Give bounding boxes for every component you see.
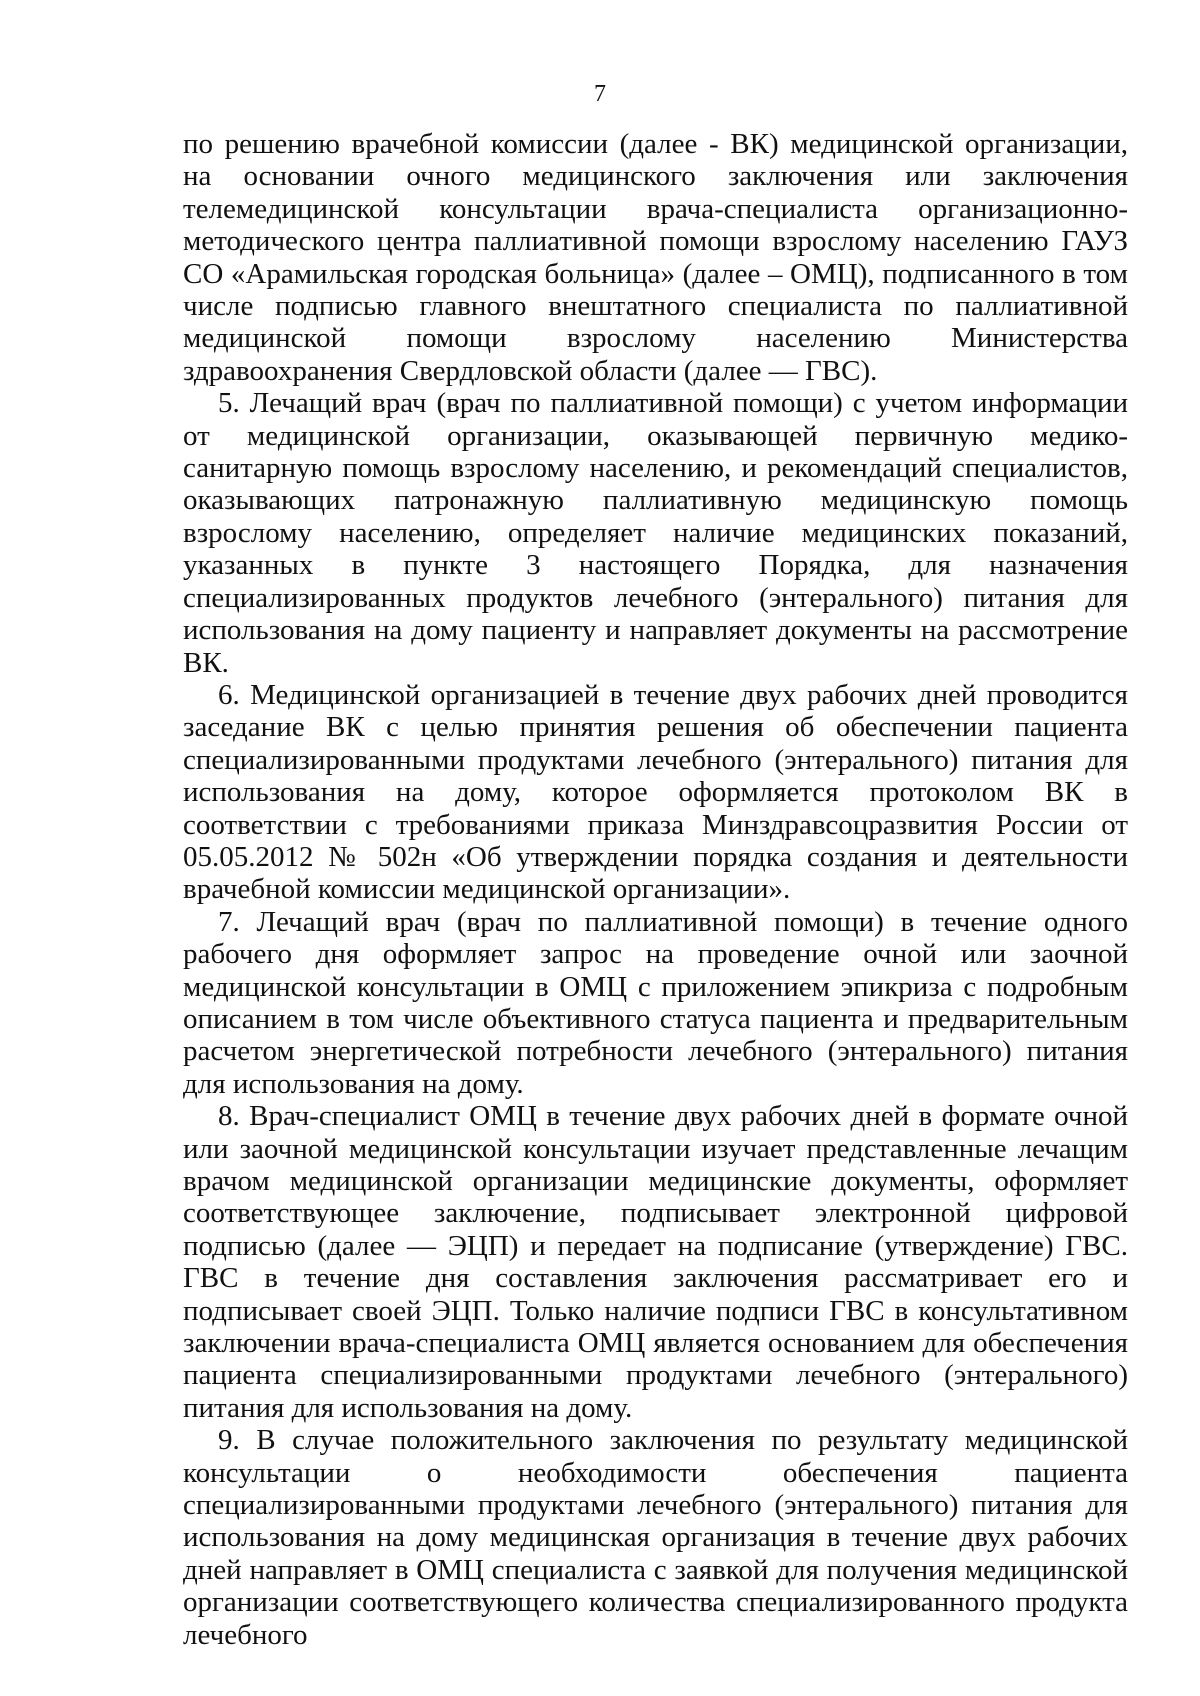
paragraph-9: 9. В случае положительного заключения по результату медицинской консультации о необходимости обеспечения пациента специализированными продуктами лечебного (энтерального) питания для использования на дому медицинская организация в течение двух рабочих дней направляет в ОМЦ специалиста с заявкой для получения медицинской организации соответствующего количества специализированного продукта лечебного — [183, 1424, 1128, 1651]
paragraph-continued: по решению врачебной комиссии (далее - ВК) медицинской организации, на основании очного медицинского заключения или заключения телемедицинской консультации врача-специалиста организационно-методического центра паллиативной помощи взрослому населению ГАУЗ СО «Арамильская городская больница» (далее – ОМЦ), подписанного в том числе подписью главного внештатного специалиста по паллиативной медицинской помощи взрослому населению Министерства здравоохранения Свердловской области (далее — ГВС). — [183, 128, 1128, 387]
paragraph-6: 6. Медицинской организацией в течение двух рабочих дней проводится заседание ВК с целью принятия решения об обеспечении пациента специализированными продуктами лечебного (энтерального) питания для использования на дому, которое оформляется протоколом ВК в соответствии с требованиями приказа Минздравсоцразвития России от 05.05.2012 № 502н «Об утверждении порядка создания и деятельности врачебной комиссии медицинской организации». — [183, 678, 1128, 906]
page-number: 7 — [594, 81, 606, 107]
paragraph-5: 5. Лечащий врач (врач по паллиативной помощи) с учетом информации от медицинской организации, оказывающей первичную медико-санитарную помощь взрослому населению, и рекомендаций специалистов, оказывающих патронажную паллиативную медицинскую помощь взрослому населению, определяет наличие медицинских показаний, указанных в пункте 3 настоящего Порядка, для назначения специализированных продуктов лечебного (энтерального) питания для использования на дому пациенту и направляет документы на рассмотрение ВК. — [183, 387, 1128, 679]
document-body — [183, 128, 1128, 1651]
paragraph-7: 7. Лечащий врач (врач по паллиативной помощи) в течение одного рабочего дня оформляет запрос на проведение очной или заочной медицинской консультации в ОМЦ с приложением эпикриза с подробным описанием в том числе объективного статуса пациента и предварительным расчетом энергетической потребности лечебного (энтерального) питания для использования на дому. — [183, 905, 1128, 1100]
paragraph-8: 8. Врач-специалист ОМЦ в течение двух рабочих дней в формате очной или заочной медицинской консультации изучает представленные лечащим врачом медицинской организации медицинские документы, оформляет соответствующее заключение, подписывает электронной цифровой подписью (далее — ЭЦП) и передает на подписание (утверждение) ГВС. ГВС в течение дня составления заключения рассматривает его и подписывает своей ЭЦП. Только наличие подписи ГВС в консультативном заключении врача-специалиста ОМЦ является основанием для обеспечения пациента специализированными продуктами лечебного (энтерального) питания для использования на дому. — [183, 1100, 1128, 1424]
